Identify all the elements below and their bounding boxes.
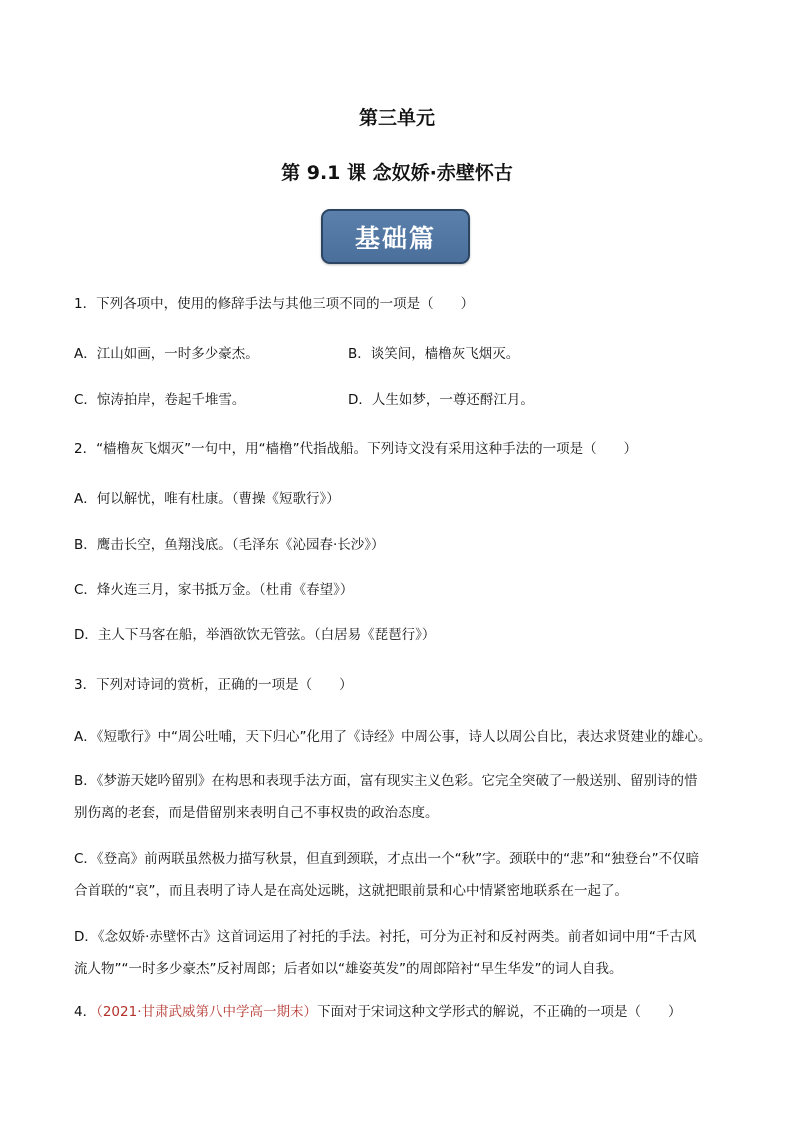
badge-label: 基础篇	[354, 223, 436, 253]
q2-option-d: D．主人下马客在船，举酒欲饮无管弦。（白居易《琵琶行》）	[74, 627, 436, 643]
q4-stem-line	[74, 1002, 682, 1022]
q1-option-b: B．谈笑间，樯橹灰飞烟灭。	[348, 346, 520, 362]
lesson-title: 第 9.1 课 念奴娇·赤壁怀古	[281, 162, 513, 184]
q4-source: （2021·甘肃武威第八中学高一期末）	[96, 1004, 317, 1020]
q1-stem: 1．下列各项中，使用的修辞手法与其他三项不同的一项是（ ）	[74, 296, 475, 312]
q3-option-b-line1: B．《梦游天姥吟留别》在构思和表现手法方面，富有现实主义色彩。它完全突破了一般送别、留别诗的惜	[74, 773, 698, 789]
q1-option-a: A．江山如画，一时多少豪杰。	[74, 346, 259, 362]
q1-option-c: C．惊涛拍岸，卷起千堆雪。	[74, 392, 246, 408]
q2-option-b: B．鹰击长空，鱼翔浅底。（毛泽东《沁园春·长沙》）	[74, 537, 385, 553]
q4-stem: 下面对于宋词这种文学形式的解说，不正确的一项是（ ）	[317, 1004, 682, 1020]
q4-number: 4．	[74, 1004, 97, 1020]
section-badge	[321, 209, 470, 264]
q3-option-c-line2: 合首联的“哀”，而且表明了诗人是在高处远眺，这就把眼前景和心中情紧密地联系在一起了。	[74, 883, 628, 899]
q2-option-a: A．何以解忧，唯有杜康。（曹操《短歌行》）	[74, 491, 340, 507]
q3-option-c-line1: C．《登高》前两联虽然极力描写秋景，但直到颈联，才点出一个“秋”字。颈联中的“悲”和“独登台”不仅暗	[74, 851, 700, 867]
q3-option-a: A．《短歌行》中“周公吐哺，天下归心”化用了《诗经》中周公事，诗人以周公自比，表达求贤建业的雄心。	[74, 729, 712, 745]
q2-stem: 2．“樯橹灰飞烟灭”一句中，用“樯橹”代指战船。下列诗文没有采用这种手法的一项是（ ）	[74, 441, 638, 457]
unit-title: 第三单元	[358, 107, 435, 129]
q2-option-c: C．烽火连三月，家书抵万金。（杜甫《春望》）	[74, 582, 354, 598]
q3-option-d-line1: D．《念奴娇·赤壁怀古》这首词运用了衬托的手法。衬托，可分为正衬和反衬两类。前者如词中用“千古风	[74, 929, 697, 945]
q3-option-d-line2: 流人物”“一时多少豪杰”反衬周郎；后者如以“雄姿英发”的周郎陪衬“早生华发”的词人自我。	[74, 961, 623, 977]
q3-stem: 3．下列对诗词的赏析，正确的一项是（ ）	[74, 677, 353, 693]
q3-option-b-line2: 别伤离的老套，而是借留别来表明自己不事权贵的政治态度。	[74, 805, 439, 821]
q1-option-d: D．人生如梦，一尊还酹江月。	[348, 392, 534, 408]
